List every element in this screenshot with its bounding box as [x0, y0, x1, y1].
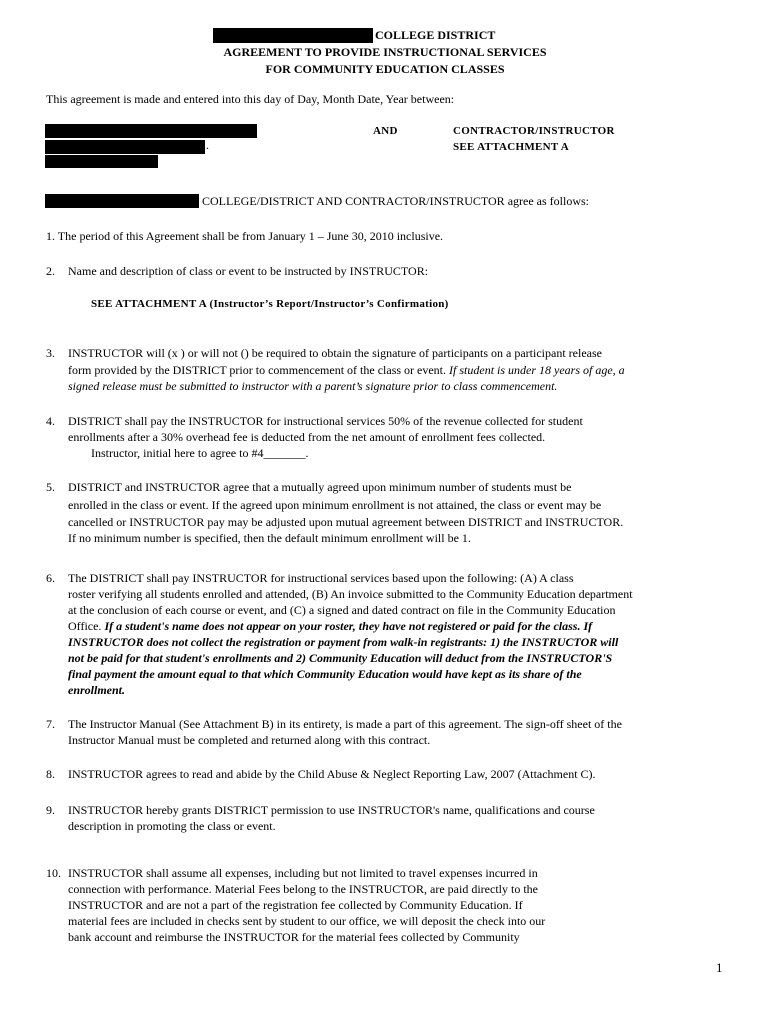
- item-3-text: form provided by the DISTRICT prior to commencement of the class or event.: [68, 363, 450, 377]
- item-3-italic: If student is under 18 years of age, a: [449, 363, 625, 377]
- item-10-line: bank account and reimburse the INSTRUCTOR for the material fees collected by Community: [68, 930, 520, 944]
- item-6-line: final payment the amount equal to that which Community Education would have kept as its share of the: [68, 667, 582, 681]
- item-8-line: INSTRUCTOR agrees to read and abide by the Child Abuse & Neglect Reporting Law, 2007 (Attachment C).: [68, 767, 596, 781]
- item-3-line: INSTRUCTOR will (x ) or will not () be required to obtain the signature of participants on a participant release: [68, 346, 602, 360]
- party-period: .: [206, 138, 209, 152]
- item-5-line: enrolled in the class or event. If the agreed upon minimum enrollment is not attained, the class or event may be: [68, 498, 602, 512]
- redaction-bar: [45, 155, 158, 168]
- item-1: 1. The period of this Agreement shall be from January 1 – June 30, 2010 inclusive.: [46, 229, 444, 243]
- item-9-number: 9.: [46, 803, 55, 817]
- item-6-bold-italic: If a student's name does not appear on your roster, they have not registered or paid for the class. If: [104, 619, 593, 633]
- item-6-number: 6.: [46, 571, 55, 585]
- agree-line: COLLEGE/DISTRICT AND CONTRACTOR/INSTRUCTOR agree as follows:: [202, 194, 589, 208]
- redaction-bar: [45, 194, 199, 208]
- item-9-line: description in promoting the class or event.: [68, 819, 276, 833]
- item-6-line: at the conclusion of each course or event, and (C) a signed and dated contract on file in the Community Education: [68, 603, 616, 617]
- item-10-line: material fees are included in checks sent by student to our office, we will deposit the check into our: [68, 914, 546, 928]
- item-3-number: 3.: [46, 346, 55, 360]
- item-2-number: 2.: [46, 264, 55, 278]
- item-8-number: 8.: [46, 767, 55, 781]
- header-line-1: COLLEGE DISTRICT: [375, 28, 496, 42]
- item-6-line: not be paid for that student's enrollments and 2) Community Education will deduct from the INSTRUCTOR'S: [68, 651, 613, 665]
- item-6-line: The DISTRICT shall pay INSTRUCTOR for instructional services based upon the following: (A) A class: [68, 571, 574, 585]
- page-number: 1: [716, 960, 723, 975]
- item-4-initial: Instructor, initial here to agree to #4_______.: [91, 446, 309, 460]
- item-6-line: enrollment.: [68, 683, 126, 697]
- intro-line: This agreement is made and entered into this day of Day, Month Date, Year between:: [46, 92, 455, 106]
- redaction-bar: [45, 124, 257, 138]
- item-10-line: INSTRUCTOR and are not a part of the registration fee collected by Community Education. If: [68, 898, 523, 912]
- item-6-line: roster verifying all students enrolled and attended, (B) An invoice submitted to the Community Education department: [68, 587, 633, 601]
- item-5-line: If no minimum number is specified, then the default minimum enrollment will be 1.: [68, 531, 471, 545]
- header-line-2: AGREEMENT TO PROVIDE INSTRUCTIONAL SERVICES: [223, 45, 547, 59]
- item-5-line: cancelled or INSTRUCTOR pay may be adjusted upon mutual agreement between DISTRICT and INSTRUCTOR.: [68, 515, 624, 529]
- header-line-3: FOR COMMUNITY EDUCATION CLASSES: [265, 62, 505, 76]
- redaction-bar: [213, 28, 373, 43]
- item-9-line: INSTRUCTOR hereby grants DISTRICT permission to use INSTRUCTOR's name, qualifications and course: [68, 803, 595, 817]
- item-6-text: Office.: [68, 619, 105, 633]
- item-2-sub: SEE ATTACHMENT A (Instructor’s Report/Instructor’s Confirmation): [91, 298, 449, 310]
- item-6-line: [68, 619, 592, 634]
- item-3-line: [68, 363, 625, 378]
- item-2-text: Name and description of class or event to be instructed by INSTRUCTOR:: [68, 264, 429, 278]
- item-4-line: DISTRICT shall pay the INSTRUCTOR for instructional services 50% of the revenue collected for student: [68, 414, 583, 428]
- item-5-line: DISTRICT and INSTRUCTOR agree that a mutually agreed upon minimum number of students must be: [68, 480, 572, 494]
- item-7-line: Instructor Manual must be completed and returned along with this contract.: [68, 733, 431, 747]
- contractor-label: CONTRACTOR/INSTRUCTOR: [453, 125, 615, 137]
- item-4-number: 4.: [46, 414, 55, 428]
- and-label: AND: [373, 125, 398, 137]
- item-7-line: The Instructor Manual (See Attachment B) in its entirety, is made a part of this agreement. The sign-off sheet of the: [68, 717, 622, 731]
- redaction-bar: [45, 140, 205, 154]
- item-6-line: INSTRUCTOR does not collect the registration or payment from walk-in registrants: 1) the INSTRUCTOR will: [68, 635, 619, 649]
- item-7-number: 7.: [46, 717, 55, 731]
- item-10-line: INSTRUCTOR shall assume all expenses, including but not limited to travel expenses incurred in: [68, 866, 538, 880]
- see-attachment-label: SEE ATTACHMENT A: [453, 141, 570, 153]
- item-5-number: 5.: [46, 480, 55, 494]
- item-3-line: signed release must be submitted to instructor with a parent’s signature prior to class commencement.: [68, 379, 558, 393]
- item-10-line: connection with performance. Material Fees belong to the INSTRUCTOR, are paid directly to the: [68, 882, 538, 896]
- item-4-line: enrollments after a 30% overhead fee is deducted from the net amount of enrollment fees collected.: [68, 430, 546, 444]
- item-10-number: 10.: [46, 866, 61, 880]
